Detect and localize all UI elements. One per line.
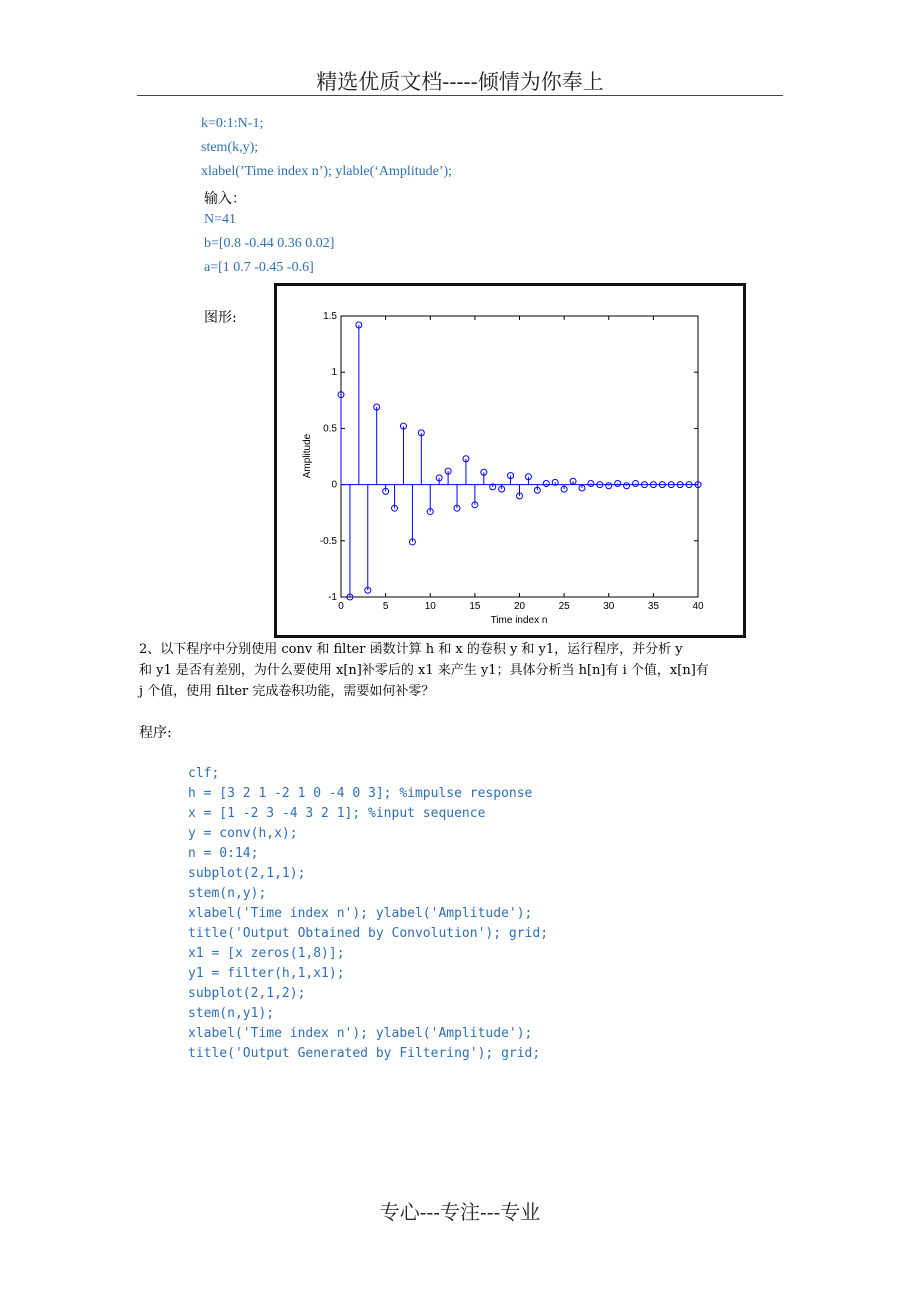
y-tick-label: -0.5 [319,535,337,547]
program-code-line: h = [3 2 1 -2 1 0 -4 0 3]; %impulse response [188,786,533,801]
program-code-line: xlabel('Time index n'); ylabel('Amplitude'); [188,1026,533,1041]
header-rule [137,95,783,96]
y-axis-label: Amplitude [302,433,313,479]
input-n: N=41 [204,212,237,227]
input-label: 输入： [204,191,246,207]
program-label: 程序: [139,725,172,741]
program-code-line: title('Output Generated by Filtering'); grid; [188,1046,541,1061]
figure-frame [274,283,746,638]
x-tick-label: 5 [382,601,389,612]
x-tick-label: 20 [513,601,526,612]
stem-chart [277,286,743,635]
x-tick-label: 25 [558,601,570,612]
program-code-line: clf; [188,766,220,781]
question-line-3: j 个值，使用 filter 完成卷积功能，需要如何补零？ [139,684,435,699]
question-line-1: 2、以下程序中分别使用 conv 和 filter 函数计算 h 和 x 的卷积 y 和 y1，运行程序，并分析 y [139,642,683,657]
y-tick-label: 1 [331,367,337,379]
y-tick-label: -1 [328,592,337,603]
program-code-line: n = 0:14; [188,846,259,861]
x-tick-label: 10 [424,601,436,612]
program-code-line: xlabel('Time index n'); ylabel('Amplitude'); [188,906,533,921]
x-tick-label: 30 [603,601,615,612]
program-code-line: subplot(2,1,2); [188,986,306,1001]
y-tick-label: 1.5 [323,311,337,322]
page-footer: 专心---专注---专业 [379,1200,541,1224]
y-tick-label: 0.5 [323,423,337,435]
code-line-k: k=0:1:N-1; [201,116,264,131]
program-code-line: x1 = [x zeros(1,8)]; [188,946,345,961]
program-code-line: title('Output Obtained by Convolution'); grid; [188,926,549,941]
program-code-line: x = [1 -2 3 -4 3 2 1]; %input sequence [188,806,486,821]
program-code-line: y1 = filter(h,1,x1); [188,966,345,981]
page-header: 精选优质文档-----倾情为你奉上 [316,70,604,94]
code-line-xlabel: xlabel(’Time index n’); ylable(‘Amplitude’); [201,164,453,179]
program-code-line: subplot(2,1,1); [188,866,306,881]
x-tick-label: 40 [692,601,704,612]
program-code-line: stem(n,y); [188,886,267,901]
plot-area [341,316,698,597]
question-line-2: 和 y1 是否有差别，为什么要使用 x[n]补零后的 x1 来产生 y1；具体分析当 h[n]有 i 个值，x[n]有 [139,663,709,678]
y-tick-label: 0 [331,479,337,491]
x-tick-label: 35 [647,601,659,612]
x-axis-label: Time index n [490,615,548,626]
code-line-stem: stem(k,y); [201,140,259,155]
figure-label: 图形: [204,310,237,326]
x-tick-label: 15 [469,601,481,612]
input-a: a=[1 0.7 -0.45 -0.6] [204,260,314,275]
program-code-line: stem(n,y1); [188,1006,275,1021]
input-b: b=[0.8 -0.44 0.36 0.02] [204,236,335,251]
question-text [139,639,804,702]
program-code-line: y = conv(h,x); [188,826,298,841]
x-tick-label: 0 [338,601,344,612]
